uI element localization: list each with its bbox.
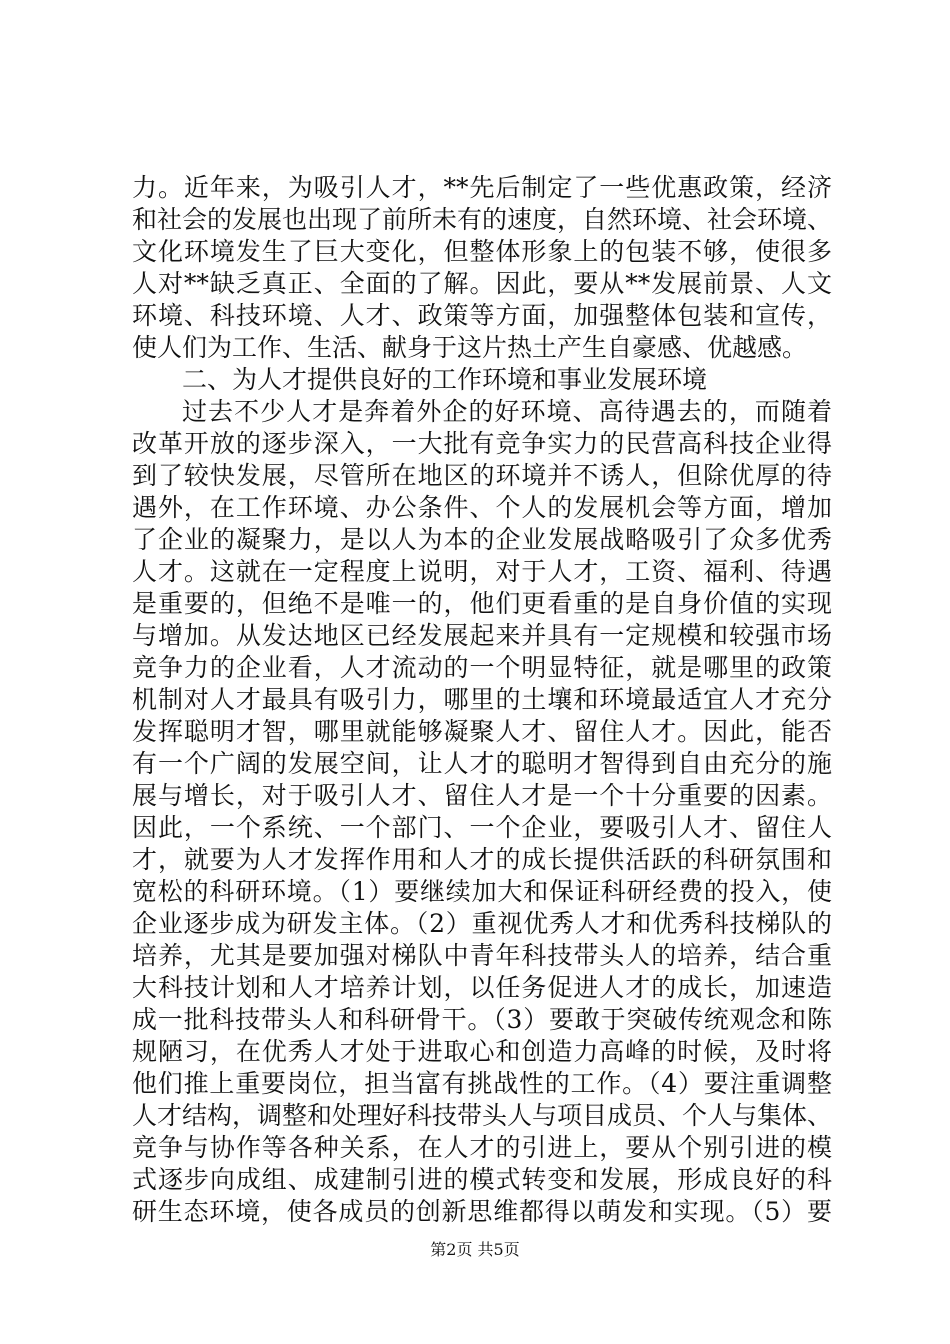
text-line: 遇外，在工作环境、办公条件、个人的发展机会等方面，增加 (132, 493, 832, 522)
text-line: 展与增长，对于吸引人才、留住人才是一个十分重要的因素。 (132, 781, 832, 810)
text-line: 培养，尤其是要加强对梯队中青年科技带头人的培养，结合重 (132, 941, 832, 970)
text-line: 规陋习，在优秀人才处于进取心和创造力高峰的时候，及时将 (132, 1037, 832, 1066)
text-line: 力。近年来，为吸引人才，**先后制定了一些优惠政策，经济 (132, 173, 832, 202)
text-line: 和社会的发展也出现了前所未有的速度，自然环境、社会环境、 (132, 205, 832, 234)
body-text (132, 172, 832, 1228)
text-line: 竞争与协作等各种关系，在人才的引进上，要从个别引进的模 (132, 1133, 832, 1162)
text-line: 文化环境发生了巨大变化，但整体形象上的包装不够，使很多 (132, 237, 832, 266)
text-line: 机制对人才最具有吸引力，哪里的土壤和环境最适宜人才充分 (132, 685, 832, 714)
text-line: 到了较快发展，尽管所在地区的环境并不诱人，但除优厚的待 (132, 461, 832, 490)
text-line: 才，就要为人才发挥作用和人才的成长提供活跃的科研氛围和 (132, 845, 832, 874)
text-line: 大科技计划和人才培养计划，以任务促进人才的成长，加速造 (132, 973, 832, 1002)
text-line: 企业逐步成为研发主体。（2）重视优秀人才和优秀科技梯队的 (132, 909, 832, 938)
text-line: 过去不少人才是奔着外企的好环境、高待遇去的，而随着 (182, 397, 832, 426)
section-heading: 二、为人才提供良好的工作环境和事业发展环境 (182, 365, 708, 394)
text-line: 人才结构，调整和处理好科技带头人与项目成员、个人与集体、 (132, 1101, 832, 1130)
text-line: 发挥聪明才智，哪里就能够凝聚人才、留住人才。因此，能否 (132, 717, 832, 746)
text-line: 与增加。从发达地区已经发展起来并具有一定规模和较强市场 (132, 621, 832, 650)
text-line: 他们推上重要岗位，担当富有挑战性的工作。（4）要注重调整 (132, 1069, 832, 1098)
text-line: 使人们为工作、生活、献身于这片热土产生自豪感、优越感。 (132, 333, 808, 362)
text-line: 成一批科技带头人和科研骨干。（3）要敢于突破传统观念和陈 (132, 1005, 832, 1034)
text-line: 式逐步向成组、成建制引进的模式转变和发展，形成良好的科 (132, 1165, 832, 1194)
page-footer: 第2页 共5页 (430, 1240, 520, 1259)
text-line: 环境、科技环境、人才、政策等方面，加强整体包装和宣传， (132, 301, 832, 330)
text-line: 改革开放的逐步深入，一大批有竞争实力的民营高科技企业得 (132, 429, 832, 458)
text-line: 因此，一个系统、一个部门、一个企业，要吸引人才、留住人 (132, 813, 832, 842)
text-line: 研生态环境，使各成员的创新思维都得以萌发和实现。（5）要 (132, 1197, 832, 1226)
text-line: 是重要的，但绝不是唯一的，他们更看重的是自身价值的实现 (132, 589, 832, 618)
text-line: 有一个广阔的发展空间，让人才的聪明才智得到自由充分的施 (132, 749, 832, 778)
text-line: 宽松的科研环境。（1）要继续加大和保证科研经费的投入，使 (132, 877, 832, 906)
text-line: 了企业的凝聚力，是以人为本的企业发展战略吸引了众多优秀 (132, 525, 832, 554)
text-line: 人对**缺乏真正、全面的了解。因此，要从**发展前景、人文 (132, 269, 832, 298)
text-line: 人才。这就在一定程度上说明，对于人才，工资、福利、待遇 (132, 557, 832, 586)
text-line: 竞争力的企业看，人才流动的一个明显特征，就是哪里的政策 (132, 653, 832, 682)
